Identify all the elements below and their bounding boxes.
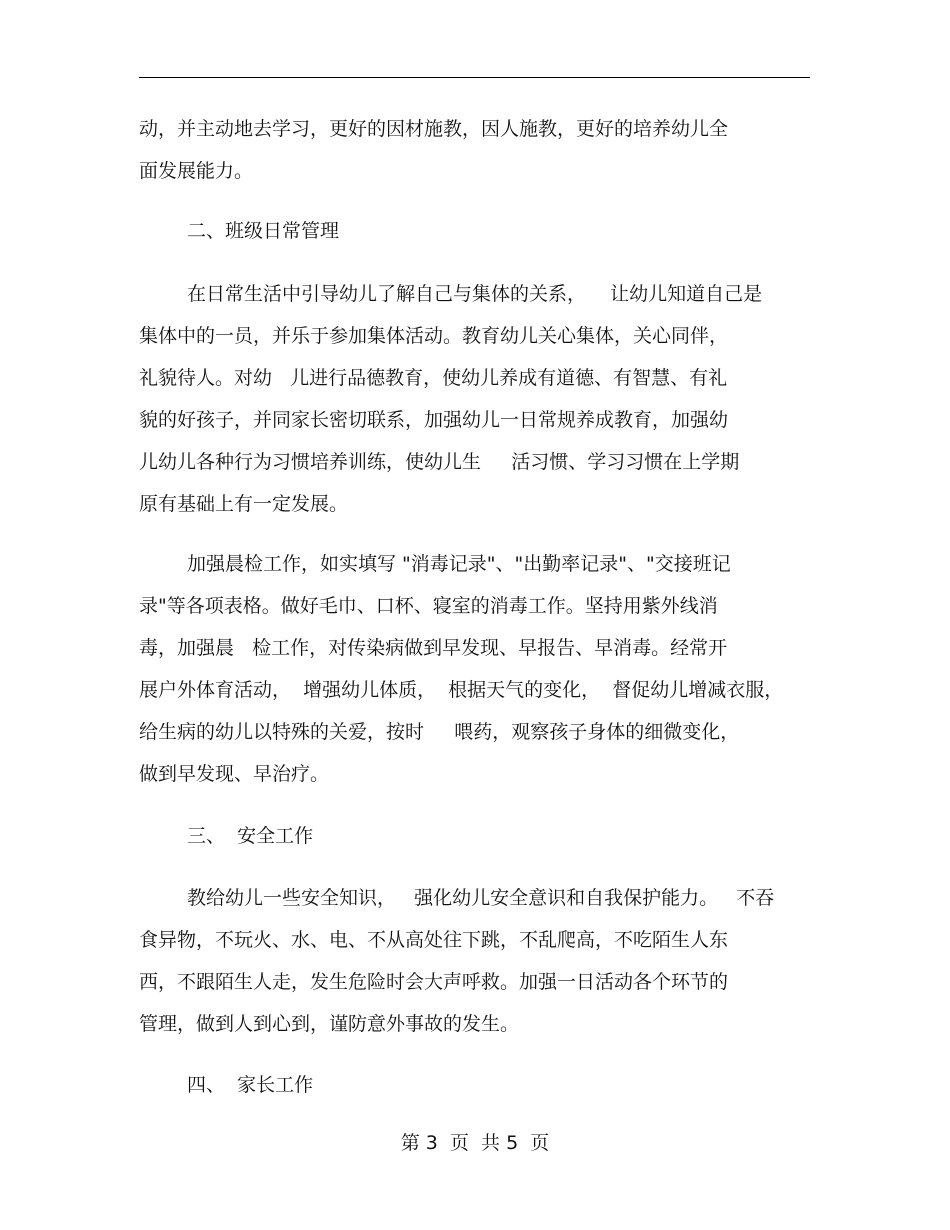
text-line: 西，不跟陌生人走，发生危险时会大声呼救。加强一日活动各个环节的 <box>139 971 729 993</box>
text-line: 教给幼儿一些安全知识， 强化幼儿安全意识和自我保护能力。 不吞 <box>187 887 775 909</box>
text-line: 面发展能力。 <box>139 160 254 182</box>
text-line: 貌的好孩子，并同家长密切联系，加强幼儿一日常规养成教育，加强幼 <box>139 409 729 431</box>
text-line: 食异物，不玩火、水、电、不从高处往下跳，不乱爬高，不吃陌生人东 <box>139 929 729 951</box>
section-heading: 四、 家长工作 <box>187 1074 314 1096</box>
text-line: 录"等各项表格。做好毛巾、口杯、寝室的消毒工作。坚持用紫外线消 <box>139 595 718 617</box>
text-line: 集体中的一员，并乐于参加集体活动。教育幼儿关心集体，关心同伴， <box>139 325 729 347</box>
header-rule <box>139 77 810 78</box>
section-heading: 三、 安全工作 <box>187 825 314 847</box>
text-line: 在日常生活中引导幼儿了解自己与集体的关系， 让幼儿知道自己是 <box>187 283 763 305</box>
text-line: 做到早发现、早治疗。 <box>139 763 330 785</box>
text-line: 加强晨检工作，如实填写 "消毒记录"、"出勤率记录"、"交接班记 <box>187 553 731 575</box>
text-line: 动，并主动地去学习，更好的因材施教，因人施教，更好的培养幼儿全 <box>139 118 729 140</box>
page-footer: 第 3 页 共 5 页 <box>400 1132 550 1154</box>
text-line: 儿幼儿各种行为习惯培养训练，使幼儿生 活习惯、学习习惯在上学期 <box>139 451 740 473</box>
text-line: 礼貌待人。对幼 儿进行品德教育，使幼儿养成有道德、有智慧、有礼 <box>139 367 728 389</box>
section-heading: 二、班级日常管理 <box>187 220 340 242</box>
text-line: 原有基础上有一定发展。 <box>139 493 349 515</box>
text-line: 毒，加强晨 检工作，对传染病做到早发现、早报告、早消毒。经常开 <box>139 637 728 659</box>
text-line: 管理，做到人到心到，谨防意外事故的发生。 <box>139 1013 520 1035</box>
text-line: 给生病的幼儿以特殊的关爱，按时 喂药，观察孩子身体的细微变化， <box>139 721 740 743</box>
text-line: 展户外体育活动， 增强幼儿体质， 根据天气的变化， 督促幼儿增减衣服， <box>139 679 784 701</box>
